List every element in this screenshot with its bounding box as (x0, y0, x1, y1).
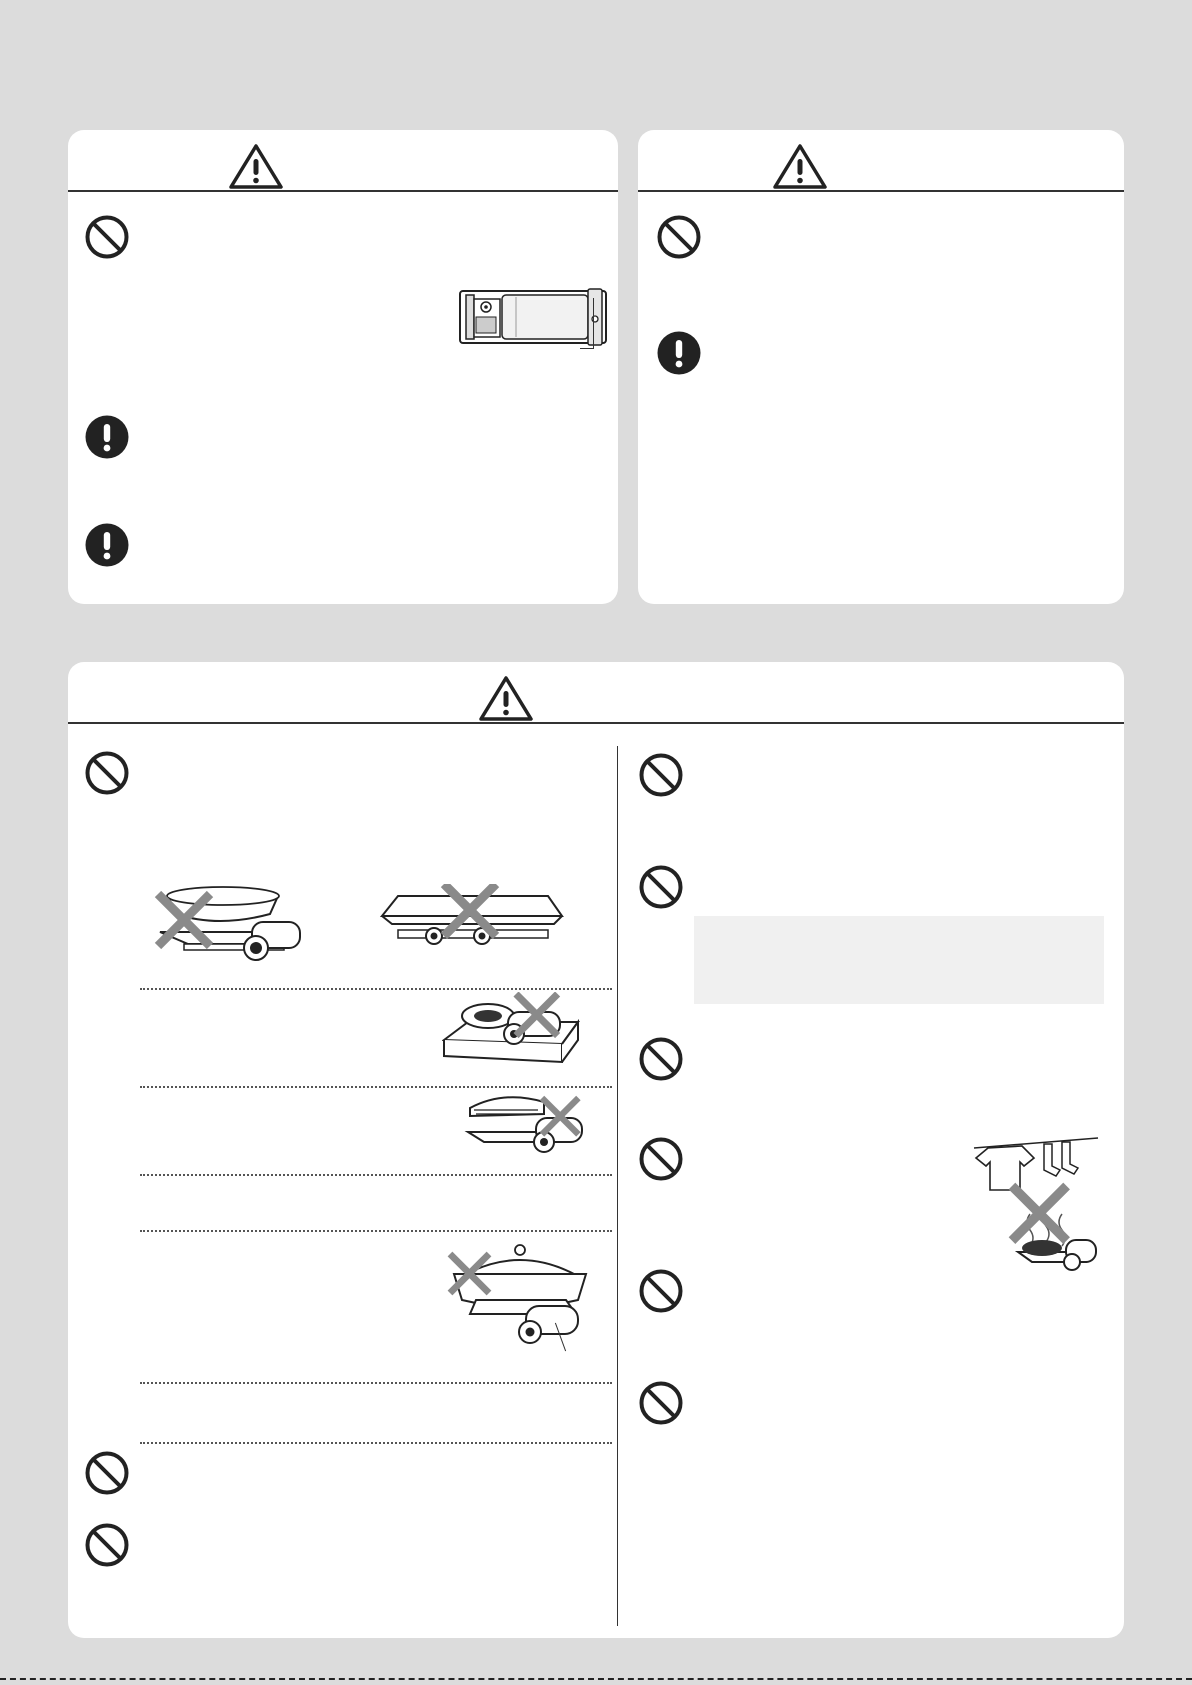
callout-line (593, 298, 594, 348)
covered-pot-illustration (446, 1244, 596, 1360)
warning-triangle-icon (478, 674, 534, 722)
prohibition-icon (638, 752, 684, 798)
note-box (694, 916, 1104, 1004)
dotted-separator (140, 1442, 612, 1444)
callout-tick (580, 348, 594, 349)
mandatory-icon (656, 330, 702, 376)
warning-triangle-icon (228, 142, 284, 190)
warning-panel-top-right (638, 130, 1124, 604)
prohibition-icon (84, 1450, 130, 1496)
dotted-separator (140, 988, 612, 990)
panel-header (68, 130, 618, 192)
column-divider (617, 746, 618, 1626)
stove-with-grill-illustration (464, 1092, 594, 1162)
laundry-over-stove-illustration (972, 1134, 1102, 1278)
prohibition-icon (638, 1036, 684, 1082)
warning-panel-top-left (68, 130, 618, 604)
prohibition-icon (638, 1268, 684, 1314)
warning-triangle-icon (772, 142, 828, 190)
caution-panel-bottom (68, 662, 1124, 1638)
mandatory-icon (84, 522, 130, 568)
prohibition-icon (638, 1136, 684, 1182)
dotted-separator (140, 1230, 612, 1232)
dotted-separator (140, 1086, 612, 1088)
prohibition-icon (638, 864, 684, 910)
stove-on-base-illustration (442, 992, 582, 1078)
prohibition-icon (84, 1522, 130, 1568)
prohibition-icon (638, 1380, 684, 1426)
prohibition-icon (84, 214, 130, 260)
large-pot-stove-illustration (148, 884, 368, 964)
griddle-stove-illustration (378, 884, 578, 964)
prohibition-icon (656, 214, 702, 260)
panel-header (638, 130, 1124, 192)
panel-header (68, 662, 1124, 724)
dotted-separator (140, 1382, 612, 1384)
dotted-separator (140, 1174, 612, 1176)
gas-canister-illustration (458, 285, 608, 355)
prohibition-icon (84, 750, 130, 796)
page-bottom-line (0, 1678, 1192, 1680)
mandatory-icon (84, 414, 130, 460)
